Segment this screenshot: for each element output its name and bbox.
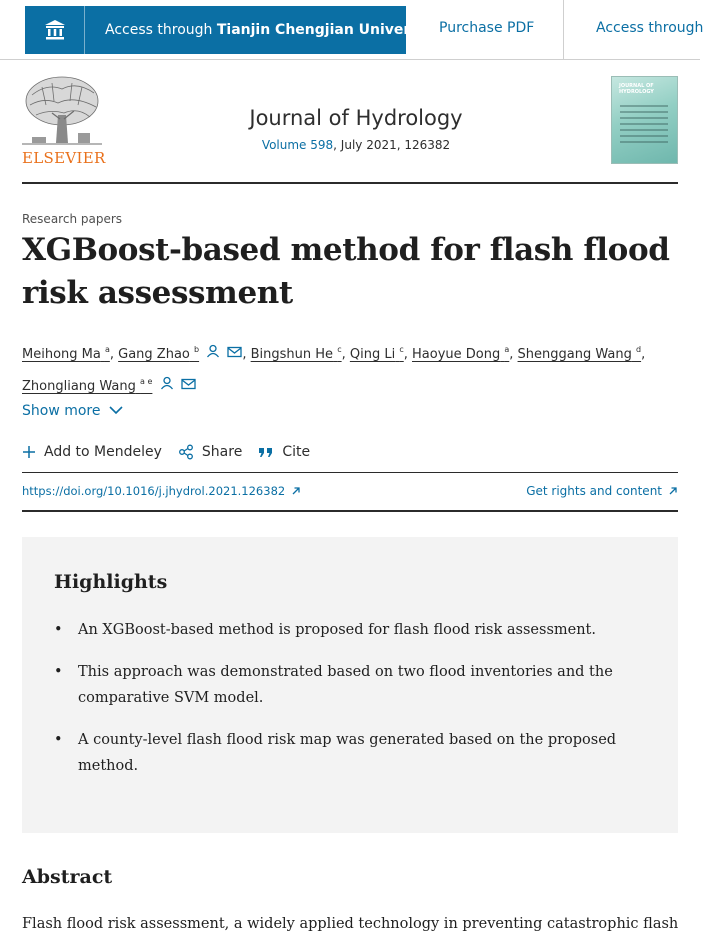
share-icon: [178, 444, 194, 460]
institution-access-button[interactable]: [25, 6, 435, 54]
external-link-icon: [668, 486, 678, 496]
cover-title: JOURNAL OF HYDROLOGY: [619, 83, 654, 95]
abstract-text: Flash flood risk assessment, a widely applied technology in preventing catastrophic flash: [22, 916, 679, 932]
author-link[interactable]: Gang Zhao $^b$: [118, 345, 200, 362]
header-rule: [22, 182, 678, 184]
cite-button[interactable]: [258, 444, 310, 460]
institution-icon: [25, 6, 85, 54]
author-link[interactable]: Zhongliang Wang $^{a e}$: [22, 377, 153, 394]
journal-title[interactable]: Journal of Hydrology: [249, 106, 463, 130]
highlights-title: Highlights: [54, 571, 168, 593]
highlight-item: • A county-level flash flood risk map was generated based on the proposed method.: [54, 727, 644, 779]
chevron-down-icon: [109, 403, 123, 419]
publisher-wordmark: ELSEVIER: [22, 149, 106, 167]
highlight-item: • This approach was demonstrated based on two flood inventories and the comparative SVM model.: [54, 659, 644, 711]
journal-cover[interactable]: [611, 76, 678, 164]
article-title: XGBoost-based method for flash flood risk assessment: [22, 232, 670, 311]
access-label: Access through Tianjin Chengjian Univers...: [105, 22, 435, 38]
cover-contents: [620, 105, 668, 147]
doi-link[interactable]: [22, 484, 301, 498]
article-actions: [22, 444, 326, 460]
volume-link[interactable]: Volume 598: [261, 138, 334, 152]
plus-icon: [22, 445, 36, 459]
access-bar: [0, 0, 704, 60]
person-icon[interactable]: [206, 341, 220, 368]
show-more-label: Show more: [22, 403, 101, 419]
author-link[interactable]: Bingshun He $^c$: [250, 345, 342, 362]
abstract-title: Abstract: [22, 866, 113, 888]
topbar-divider: [563, 0, 564, 60]
email-icon[interactable]: [181, 373, 196, 400]
actions-rule: [22, 472, 678, 473]
highlights-box: [22, 537, 678, 833]
access-other-link[interactable]: Access through: [596, 20, 704, 36]
doi-text: https://doi.org/10.1016/j.jhydrol.2021.126382: [22, 484, 286, 498]
highlight-item: • An XGBoost-based method is proposed for flash flood risk assessment.: [54, 617, 644, 643]
person-icon[interactable]: [160, 373, 174, 400]
rights-text: Get rights and content: [526, 484, 662, 498]
institution-name: Tianjin Chengjian Univers...: [216, 22, 435, 38]
author-link[interactable]: Shenggang Wang $^d$: [517, 345, 642, 362]
rights-link[interactable]: [526, 484, 678, 498]
share-label: Share: [201, 444, 243, 460]
author-link[interactable]: Qing Li $^c$: [349, 345, 404, 362]
purchase-pdf-link[interactable]: Purchase PDF: [439, 20, 535, 36]
issue-date: , July 2021, 126382: [333, 138, 451, 152]
author-list: Meihong Ma $^a$, Gang Zhao $^b$ , Bingshun He $^c$, Qing Li $^c$, Haoyue Dong $^a$, Shenggang Wang $^d$, Zhongliang Wang $^{a e}$: [22, 336, 682, 400]
author-link[interactable]: Haoyue Dong $^a$: [412, 345, 510, 362]
cite-label: Cite: [282, 444, 311, 460]
quote-icon: [258, 445, 274, 459]
external-link-icon: [291, 486, 301, 496]
journal-meta: [0, 138, 712, 152]
email-icon[interactable]: [227, 341, 242, 368]
doi-rule: [22, 510, 678, 512]
mendeley-label: Add to Mendeley: [44, 444, 162, 460]
highlights-list: [54, 617, 644, 795]
add-to-mendeley-button[interactable]: [22, 444, 162, 460]
article-type: Research papers: [22, 212, 123, 226]
share-button[interactable]: [178, 444, 242, 460]
show-more-button[interactable]: [22, 403, 123, 419]
author-link[interactable]: Meihong Ma $^a$: [22, 345, 110, 362]
